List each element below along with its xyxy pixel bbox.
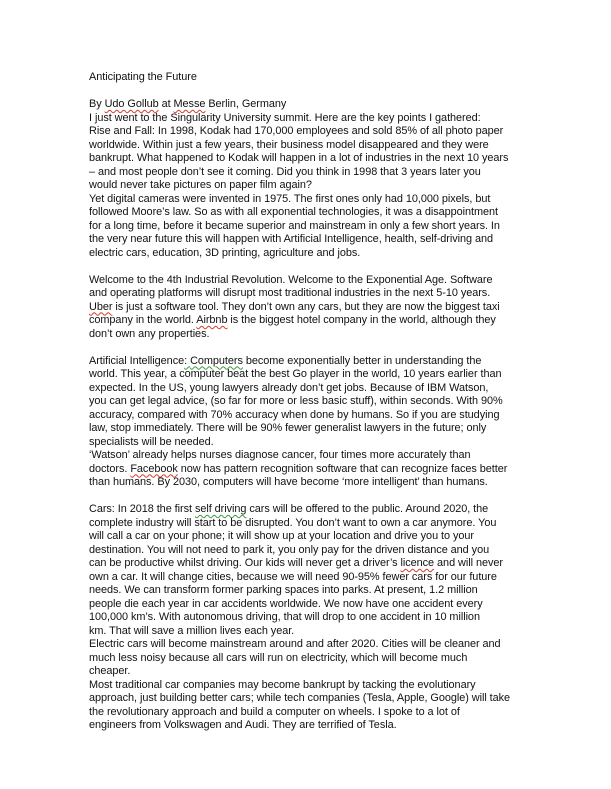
- text-line: Welcome to the 4th Industrial Revolution. Welcome to the Exponential Age. Software: [89, 273, 493, 286]
- text-line: the very near future this will happen with Artificial Intelligence, health, self-driving and: [89, 233, 494, 245]
- text-line: followed Moore’s law. So as with all exponential technologies, it was a disappointment: [89, 206, 498, 218]
- paragraph-gap: [89, 260, 529, 274]
- document-title: Anticipating the Future: [89, 71, 197, 83]
- text-line: approach, just building better cars; while tech companies (Tesla, Apple, Google) will take: [89, 692, 511, 704]
- paragraph-gap: [89, 490, 529, 504]
- byline-venue: Messe: [173, 98, 206, 110]
- text-line: Rise and Fall: In 1998, Kodak had 170,000 employees and sold 85% of all photo paper: [89, 125, 504, 137]
- text-line: you can get legal advice, (so far for more or less basic stuff), within seconds. With 90%: [89, 395, 503, 407]
- text-line: don’t own any properties.: [89, 327, 210, 340]
- misspelled-word: Airbnb: [196, 314, 228, 326]
- text-line: the revolutionary approach and build a computer on wheels. I spoke to a lot of: [89, 705, 460, 718]
- text-line: will call a car on your phone; it will show up at your location and drive you to your: [89, 530, 474, 542]
- text-line: 100,000 km’s. With autonomous driving, that will drop to one accident in 10 million: [89, 611, 480, 623]
- document-body: [89, 71, 529, 733]
- byline: By Udo Gollub at Messe Berlin, Germany: [89, 98, 287, 110]
- text-line: ‘Watson’ already helps nurses diagnose cancer, four times more accurately than: [89, 449, 471, 461]
- text-line: complete industry will start to be disrupted. You don’t want to own a car anymore. You: [89, 516, 497, 529]
- text-line: Artificial Intelligence: Computers become exponentially better in understanding the: [89, 354, 482, 367]
- text-line: engineers from Volkswagen and Audi. They are terrified of Tesla.: [89, 719, 397, 731]
- text-line: Most traditional car companies may become bankrupt by tacking the evolutionary: [89, 678, 476, 691]
- text-line: people die each year in car accidents worldwide. We now have one accident every: [89, 597, 483, 610]
- text-line: Uber is just a software tool. They don’t own any cars, but they are now the biggest taxi: [89, 300, 500, 313]
- paragraph-gap: [89, 341, 529, 355]
- text-line: world. This year, a computer beat the best Go player in the world, 10 years earlier than: [89, 368, 502, 380]
- text-line: and operating platforms will disrupt most traditional industries in the next 5-10 years.: [89, 287, 491, 299]
- misspelled-word: licence: [400, 557, 435, 569]
- text-line: can be productive whilst driving. Our kids will never get a driver’s licence and will never: [89, 557, 503, 569]
- text-line: I just went to the Singularity University summit. Here are the key points I gathered:: [89, 111, 481, 124]
- text-line: accuracy, compared with 70% accuracy when done by humans. So if you are studying: [89, 408, 500, 421]
- text-line: law, stop immediately. There will be 90% fewer generalist lawyers in the future; only: [89, 422, 487, 434]
- text-line: cheaper.: [89, 665, 131, 677]
- paragraph-ai: [89, 355, 529, 490]
- misspelled-word: Facebook: [130, 462, 178, 475]
- text-line: for a long time, before it became superior and mainstream in only a few short years. In: [89, 219, 500, 232]
- paragraph-intro: [89, 112, 529, 261]
- text-line: Cars: In 2018 the first self driving cars will be offered to the public. Around 2020, the: [89, 503, 489, 515]
- paragraph-cars: [89, 503, 529, 733]
- text-line: own a car. It will change cities, because we will need 90-95% fewer cars for our future: [89, 570, 497, 583]
- text-line: Yet digital cameras were invented in 1975. The first ones only had 10,000 pixels, but: [89, 192, 491, 205]
- text-line: than humans. By 2030, computers will have become ‘more intelligent’ than humans.: [89, 476, 488, 488]
- text-line: would never take pictures on paper film again?: [89, 179, 312, 191]
- byline-author: Udo Gollub: [104, 98, 159, 110]
- text-line: electric cars, education, 3D printing, agriculture and jobs.: [89, 246, 361, 259]
- text-line: needs. We can transform former parking spaces into parks. At present, 1.2 million: [89, 584, 478, 596]
- misspelled-word: Uber: [89, 300, 113, 313]
- text-line: much less noisy because all cars will run on electricity, which will become much: [89, 651, 468, 664]
- grammar-flag: self driving: [194, 503, 247, 515]
- text-line: expected. In the US, young lawyers already don’t get jobs. Because of IBM Watson,: [89, 381, 489, 394]
- text-line: Electric cars will become mainstream around and after 2020. Cities will be cleaner and: [89, 638, 501, 650]
- grammar-flag: Computers: [190, 354, 243, 367]
- text-line: km. That will save a million lives each year.: [89, 624, 295, 637]
- text-line: company in the world. Airbnb is the biggest hotel company in the world, although they: [89, 314, 496, 326]
- text-line: bankrupt. What happened to Kodak will happen in a lot of industries in the next 10 years: [89, 152, 509, 164]
- grammar-flag: :: [184, 354, 191, 367]
- text-line: doctors. Facebook now has pattern recognition software that can recognize faces better: [89, 462, 508, 475]
- text-line: – and most people don’t see it coming. Did you think in 1998 that 3 years later you: [89, 165, 481, 178]
- text-line: destination. You will not need to park it, you only pay for the driven distance and you: [89, 543, 490, 556]
- paragraph-revolution: [89, 274, 529, 342]
- text-line: worldwide. Within just a few years, their business model disappeared and they were: [89, 138, 489, 151]
- text-line: specialists will be needed.: [89, 435, 214, 448]
